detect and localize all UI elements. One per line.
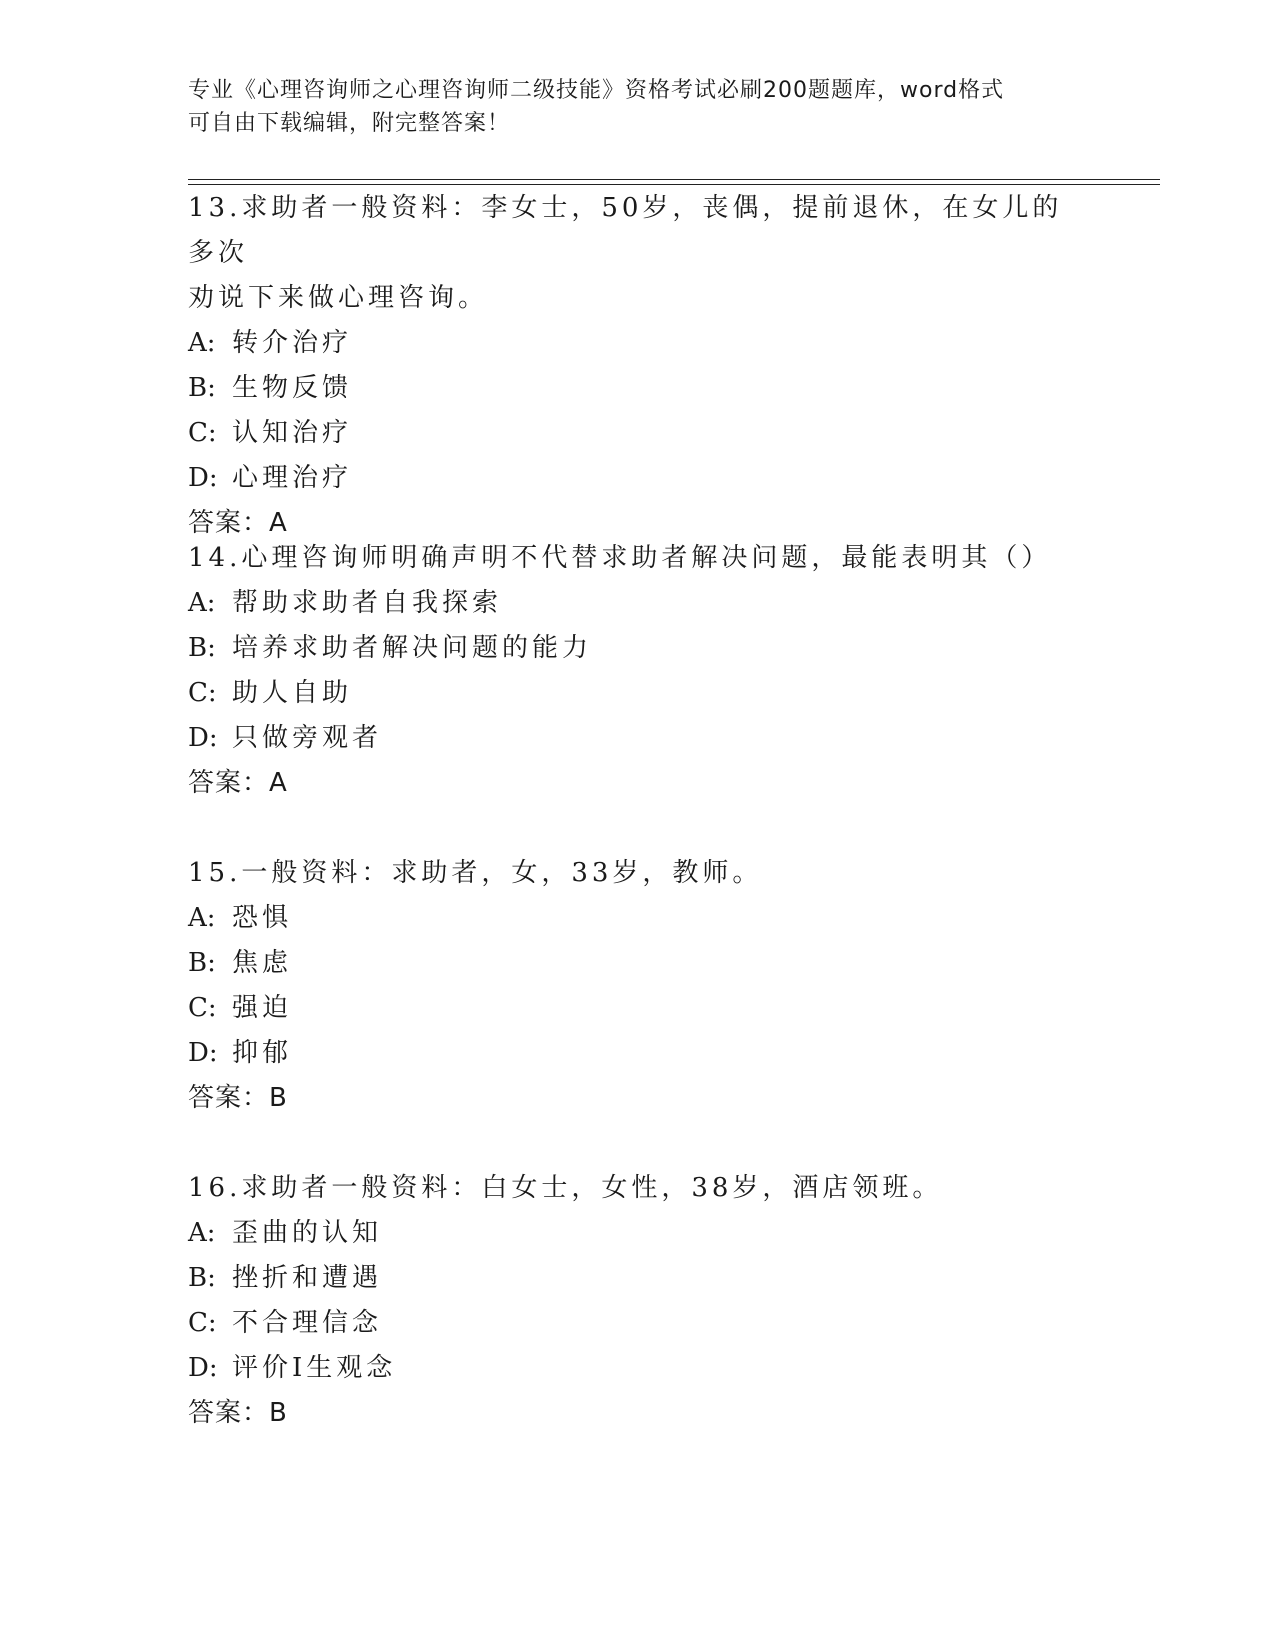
question-stem: 15.一般资料：求助者，女，33岁，教师。 (188, 858, 763, 888)
option-text: 助人自助 (232, 678, 353, 708)
option-label: C: (188, 993, 217, 1023)
option-a (188, 321, 1088, 366)
answer-line: 答案：A (188, 508, 288, 538)
answer-line: 答案：B (188, 1398, 288, 1428)
document-header (188, 74, 1088, 140)
option-text: 转介治疗 (232, 328, 353, 358)
question-16 (188, 1166, 1088, 1436)
option-a (188, 1211, 1088, 1256)
option-a (188, 896, 1088, 941)
question-stem: 16.求助者一般资料：白女士，女性，38岁，酒店领班。 (188, 1173, 943, 1203)
option-label: C: (188, 1308, 217, 1338)
option-text: 挫折和遭遇 (232, 1263, 383, 1293)
option-label: D: (188, 463, 218, 493)
option-label: D: (188, 723, 218, 753)
header-divider-top (188, 179, 1160, 180)
option-d (188, 716, 1088, 761)
answer-line: 答案：B (188, 1083, 288, 1113)
option-text: 评价Ⅰ生观念 (232, 1353, 397, 1383)
option-label: B: (188, 1263, 216, 1293)
option-text: 焦虑 (232, 948, 293, 978)
option-d (188, 1031, 1088, 1076)
header-divider-bottom (188, 184, 1160, 185)
question-15 (188, 851, 1088, 1121)
question-stem: 13.求助者一般资料：李女士，50岁，丧偶，提前退休，在女儿的多次 (188, 193, 1063, 268)
option-text: 恐惧 (232, 903, 293, 933)
option-c (188, 671, 1088, 716)
option-label: A: (188, 328, 216, 358)
option-label: A: (188, 588, 216, 618)
option-c (188, 1301, 1088, 1346)
option-text: 帮助求助者自我探索 (232, 588, 503, 618)
question-14 (188, 536, 1088, 806)
option-label: C: (188, 418, 217, 448)
option-d (188, 456, 1088, 501)
option-label: C: (188, 678, 217, 708)
header-line-1: 专业《心理咨询师之心理咨询师二级技能》资格考试必刷200题题库，word格式 (188, 78, 1005, 103)
option-text: 认知治疗 (232, 418, 353, 448)
option-b (188, 366, 1088, 411)
option-label: A: (188, 903, 216, 933)
option-c (188, 411, 1088, 456)
option-b (188, 1256, 1088, 1301)
option-c (188, 986, 1088, 1031)
option-text: 强迫 (232, 993, 293, 1023)
option-a (188, 581, 1088, 626)
option-text: 只做旁观者 (232, 723, 383, 753)
option-text: 培养求助者解决问题的能力 (232, 633, 593, 663)
option-text: 心理治疗 (232, 463, 353, 493)
option-text: 歪曲的认知 (232, 1218, 383, 1248)
question-13 (188, 186, 1088, 546)
option-b (188, 626, 1088, 671)
option-label: D: (188, 1038, 218, 1068)
option-label: D: (188, 1353, 218, 1383)
option-label: B: (188, 948, 216, 978)
option-text: 抑郁 (232, 1038, 293, 1068)
question-stem-continued: 劝说下来做心理咨询。 (188, 283, 489, 313)
option-label: B: (188, 373, 216, 403)
option-d (188, 1346, 1088, 1391)
option-text: 不合理信念 (232, 1308, 383, 1338)
answer-line: 答案：A (188, 768, 288, 798)
option-label: A: (188, 1218, 216, 1248)
question-stem: 14.心理咨询师明确声明不代替求助者解决问题，最能表明其（） (188, 543, 1052, 573)
option-text: 生物反馈 (232, 373, 353, 403)
option-label: B: (188, 633, 216, 663)
option-b (188, 941, 1088, 986)
header-line-2: 可自由下载编辑，附完整答案！ (188, 111, 511, 136)
